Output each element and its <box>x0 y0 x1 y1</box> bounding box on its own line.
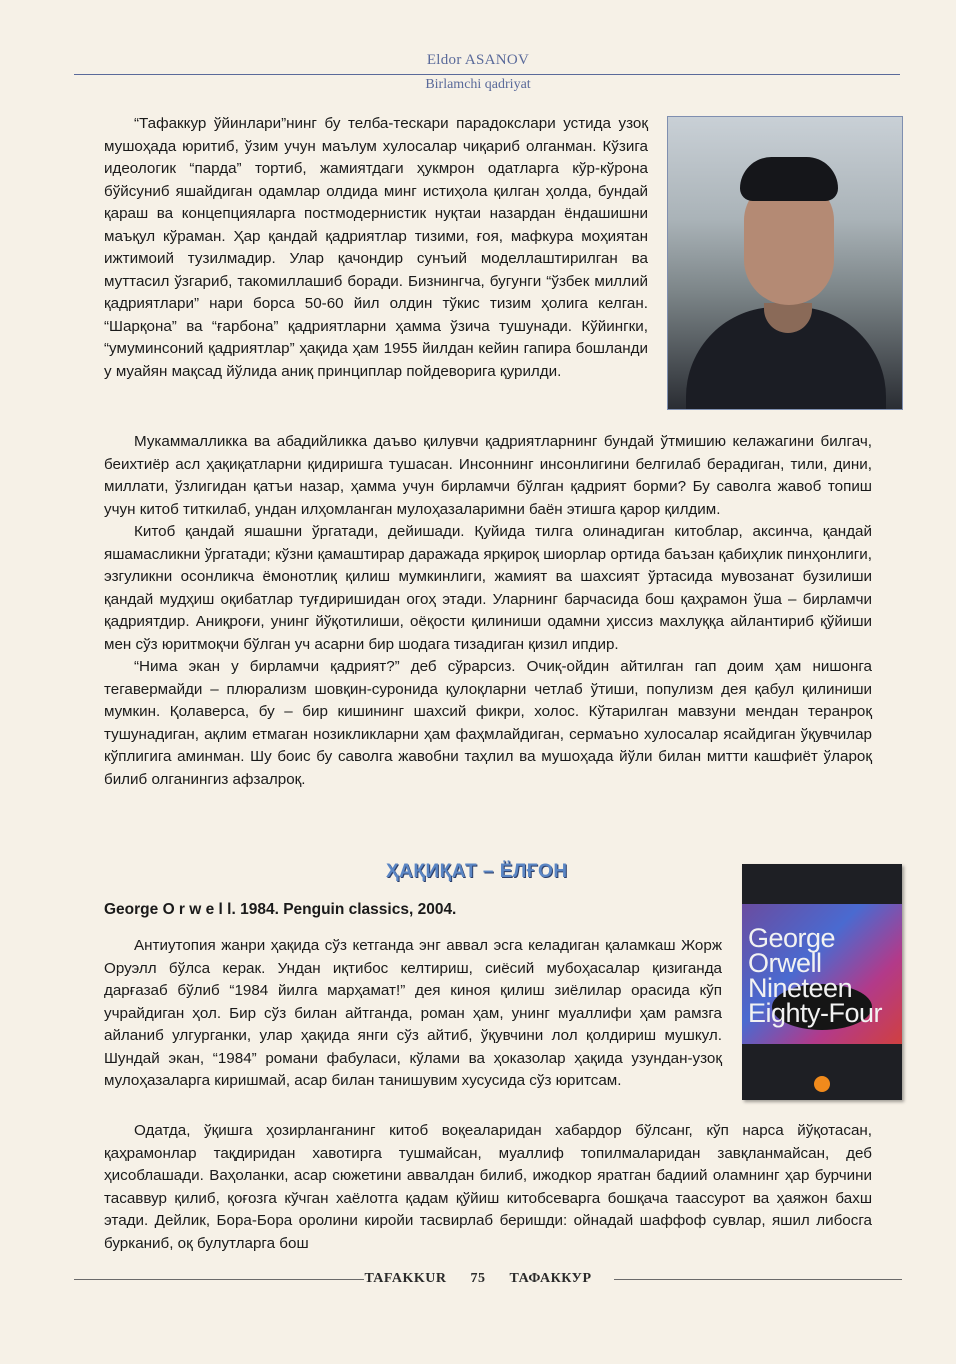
cover-title-line: Orwell <box>748 948 822 978</box>
header-divider <box>74 74 900 75</box>
footer-magazine-cyrillic: ТАФАККУР <box>509 1271 592 1286</box>
book-cover-image <box>742 864 902 1100</box>
paragraph-text: Одатда, ўқишга ҳозирланганинг китоб воқеаларидан хабардор бўлсанг, кўп нарса йўқотасан, қаҳрамонлар тақдиридан хавотирга тушмайсан, муаллиф топилмаларидан завқланмайсан, деб ҳисоблашади. Ваҳоланки, асар сюжетини аввалдан билиб, ижодкор яратган бадиий оламнинг ҳар бурчини тасаввур қилиб, қоғозга кўчган хаёлотга қадам қўйиш китобсеварга бошқача таассурот ва ҳаяжон бахш этади. Дейлик, Бора-Бора оролини киройи тасвирлаб беришди: ойнадай шаффоф сувлар, яшил либосга бурканиб, оқ булутларга бош <box>104 1122 872 1252</box>
running-subtitle: Birlamchi qadriyat <box>425 77 531 92</box>
cover-title-line: Nineteen <box>748 973 853 1003</box>
author-name: Eldor ASANOV <box>426 52 530 68</box>
paragraph-last <box>104 1120 872 1255</box>
photo-hair-shape <box>740 157 838 201</box>
cover-title <box>748 923 902 1028</box>
section-heading: ҲАҚИҚАТ – ЁЛҒОН <box>386 861 568 882</box>
paragraphs-main <box>104 431 872 791</box>
paragraph-orwell <box>104 935 722 1093</box>
cover-title-line: Eighty-Four <box>748 998 883 1028</box>
running-header <box>0 52 956 69</box>
paragraph-text: “Нима экан у бирламчи қадрият?” деб сўрарсиз. Очиқ-ойдин айтилган гап доим ҳам нишонга тегавермайди – плюрализм шовқин-суронида қулоқларни четлаб ўтиши, популизм дея қабул қилиниши мумкин. Қолаверса, бу – бир кишининг шахсий фикри, холос. Кўтарилган мавзуни мендан теранроқ тушунадиган, ақлим етмаган нозикликларни ҳам фаҳмлайдиган, сермаъно хулосалар ясайдиган ўқувчилар кўплигига аминман. Шу боис бу саволга жавобни таҳлил ва мушоҳада йўли билан митти кашфиёт ўлароқ билиб олганингиз афзалроқ. <box>104 658 872 788</box>
page-footer <box>0 1271 956 1287</box>
paragraph-text: Мукаммалликка ва абадийликка даъво қилувчи қадриятларнинг бундай ўтмишию келажагини билгач, беихтиёр асл ҳақиқатларни қидиришга тушасан. Инсоннинг инсонлигини белгилаб берадиган, тили, дини, миллати, ўзлигидан қатъи назар, ҳамма учун бирламчи бўлган қадрият борми? Бу саволга жавоб топиш учун китоб титкилаб, ундан илҳомланган мулоҳазаларимни баён этишга қарор қилдим. <box>104 433 872 518</box>
footer-magazine-latin: TAFAKKUR <box>364 1271 447 1286</box>
page-number: 75 <box>470 1271 486 1286</box>
paragraph-1 <box>104 113 648 383</box>
paragraph-text: Китоб қандай яшашни ўргатади, дейишади. Қуйида тилга олинадиган китоблар, аксинча, қандай яшамасликни ўргатади; кўзни қамаштирар даражада ярқироқ шиорлар ортида баъзан қабиҳлик пинҳонлиги, эзгуликни осонликча ёмонотлиқ қилиш мумкинлиги, жамият ва шахсият ўртасида мувозанат бузилиши қандай мудҳиш оқибатлар туғдиришидан огоҳ этади. Уларнинг барчасида бош қаҳрамон ўша – бирламчи қадриятдир. Аниқроғи, унинг йўқотилиши, оёқости қилиниши одамни ҳиссиз махлуққа айлантириб қўйиши мен сўз юритмоқчи бўлган уч асарни бир шодага тизадиган қизил ипдир. <box>104 523 872 653</box>
paragraph-text: “Тафаккур ўйинлари”нинг бу телба-тескари парадокслари устида узоқ мушоҳада юритиб, ўзим учун маълум хулосалар чиқариб олганман. Кўзига идеологик “парда” тортиб, жамиятдаги ҳукмрон одатларга кўр-кўрона бўйсуниб яшайдиган одамлар олдида минг истиҳола қилган ҳолда, бундай қараш ва концепцияларга постмодернистик нуқтаи назардан ёндашишни маъқул кўраман. Ҳар қандай қадриятлар тизими, ғоя, мафкура моҳиятан ижтимоий тузилмадир. Улар қачондир сунъий моделлаштирилган ва муттасил ўзгариб, такомиллашиб боради. Бизнингча, бугунги “ўзбек миллий қадриятлари” нари борса 50-60 йил олдин тўкис тизим ҳолига келган. “Шарқона” ва “ғарбона” қадриятларни ҳамма ўзича тушунади. Кўйингки, “умуминсоний қадриятлар” ҳақида ҳам 1955 йилдан кейин гапира бошланди у муайян мақсад йўлида аниқ принциплар пойдеворига қурилди. <box>104 115 648 380</box>
paragraph-text: Антиутопия жанри ҳақида сўз кетганда энг аввал эсга келадиган қаламкаш Жорж Оруэлл бўлса керак. Ундан иқтибос келтириш, сиёсий мубоҳасалар қизиганда дарғазаб бўлиб “1984 йилга марҳамат!” дея киноя қилиш зиёлилар орасида кўп учрайдиган ҳол. Бир сўз билан айтганда, роман ҳам, унинг муаллифи ҳам рамзга айланиб улгурганки, улар ҳақида янги сўз айтиб, ўқувчини лол қолдириш мушкул. Шундай экан, “1984” романи фабуласи, кўлами ва ҳоказолар ҳақида узундан-узоқ мулоҳазаларга киришмай, асар билан танишувим хусусида сўз юритсам. <box>104 937 722 1089</box>
author-photo <box>667 116 903 410</box>
cover-title-line: George <box>748 923 836 953</box>
book-reference: George O r w e l l. 1984. Penguin classics, 2004. <box>104 901 457 918</box>
penguin-logo-icon <box>814 1076 830 1092</box>
